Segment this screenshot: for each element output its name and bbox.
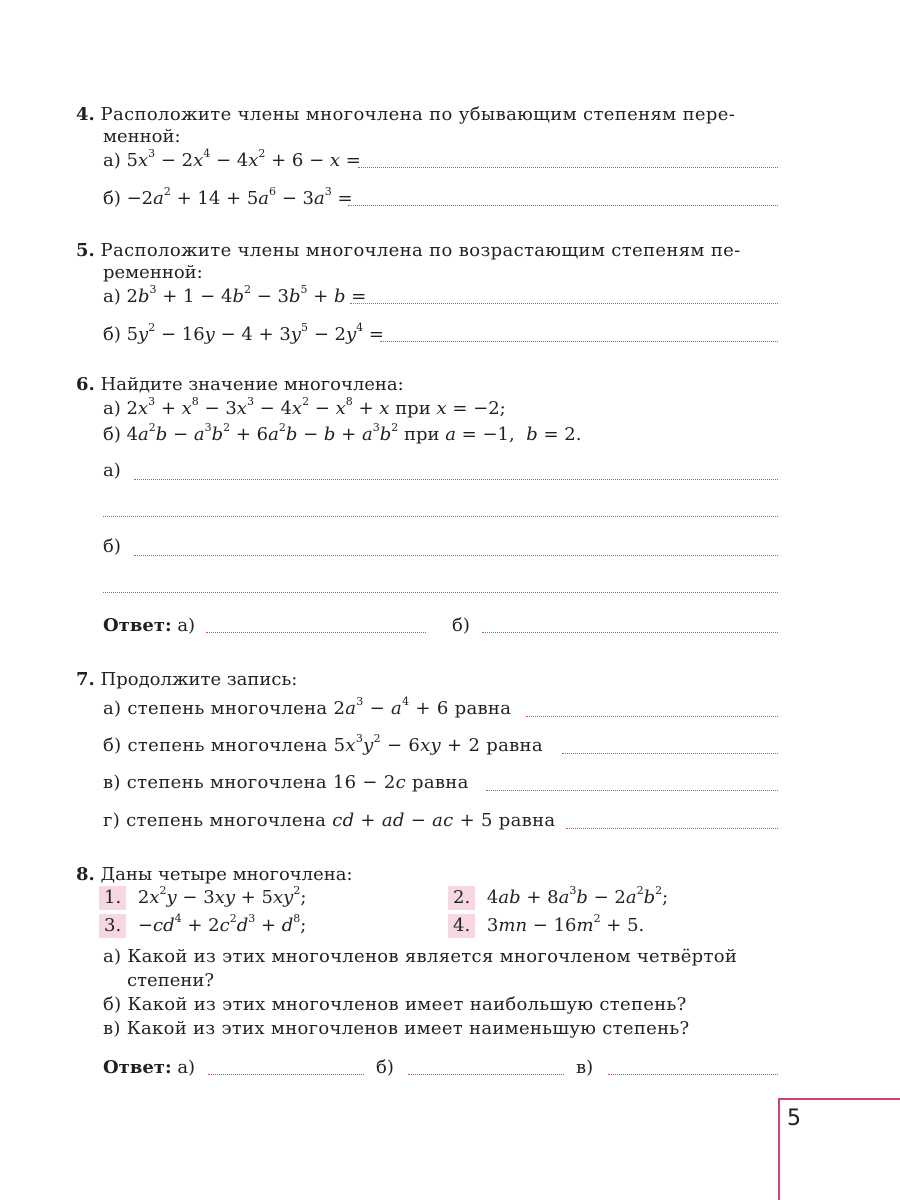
- answer-label: Ответ:: [103, 615, 172, 636]
- answer-line[interactable]: [348, 205, 778, 206]
- task-text-cont: менной:: [103, 126, 181, 147]
- task-number: 7.: [76, 669, 95, 690]
- answer-line[interactable]: [408, 1074, 564, 1075]
- task-text: Даны четыре многочлена:: [100, 864, 353, 885]
- task-8-heading: [76, 864, 353, 886]
- item-label: б): [452, 615, 470, 636]
- page-number: 5: [787, 1106, 801, 1131]
- answer-line[interactable]: [350, 303, 778, 304]
- task-4-b: [103, 185, 353, 210]
- answer-line[interactable]: [103, 516, 778, 517]
- item-label: б): [103, 188, 121, 209]
- answer-line[interactable]: [208, 1074, 364, 1075]
- item-label: а): [177, 615, 196, 636]
- task-text: Найдите значение многочлена:: [100, 374, 404, 395]
- task-text: Расположите члены многочлена по возрастающим степеням пе-: [100, 240, 741, 261]
- equals-word: равна: [454, 698, 512, 719]
- item-label: б): [103, 324, 121, 345]
- task-6-a-condition: [103, 395, 506, 420]
- work-label-a: а): [103, 460, 121, 481]
- task-text: Расположите члены многочлена по убывающим степеням пере-: [100, 104, 736, 125]
- question-c: в) Какой из этих многочленов имеет наименьшую степень?: [103, 1018, 690, 1039]
- item-number-badge: 1.: [99, 886, 126, 910]
- formula: $4ab + 8a^3b - 2a^2b^2$;: [486, 884, 669, 908]
- item-number-badge: 4.: [448, 914, 475, 938]
- item-number-badge: 3.: [99, 914, 126, 938]
- answer-line[interactable]: [562, 753, 778, 754]
- polynomial-4: [448, 914, 644, 938]
- task-number: 8.: [76, 864, 95, 885]
- task-number: 4.: [76, 104, 95, 125]
- task-5-b: [103, 321, 384, 346]
- answer-line[interactable]: [608, 1074, 778, 1075]
- answer-line[interactable]: [526, 716, 778, 717]
- polynomial-2: [448, 886, 668, 910]
- formula: $2x^2y - 3xy + 5xy^2$;: [137, 884, 307, 908]
- formula: $2b^3 + 1 - 4b^2 - 3b^5 + b$ =: [126, 283, 367, 307]
- item-label: а): [103, 286, 121, 307]
- item-text: в) степень многочлена: [103, 772, 327, 793]
- answer-line[interactable]: [206, 632, 426, 633]
- task-4-heading: [76, 104, 735, 126]
- polynomial-3: [99, 914, 306, 938]
- item-label: а): [177, 1057, 196, 1078]
- formula: $5x^3y^2 - 6xy + 2$: [333, 732, 481, 756]
- answer-line[interactable]: [134, 479, 778, 480]
- formula: $-2a^2 + 14 + 5a^6 - 3a^3$ =: [126, 185, 353, 209]
- item-number-badge: 2.: [448, 886, 475, 910]
- task-5-heading: [76, 240, 741, 262]
- formula: $3mn - 16m^2 + 5$.: [486, 912, 645, 936]
- item-label: а): [103, 398, 121, 419]
- task-number: 6.: [76, 374, 95, 395]
- formula: $2x^3 + x^8 - 3x^3 - 4x^2 - x^8 + x$: [126, 395, 390, 419]
- question-a-cont: степени?: [127, 970, 214, 991]
- answer-line[interactable]: [482, 632, 778, 633]
- condition: a = −1, b = 2.: [445, 424, 582, 445]
- formula: 16 − 2c: [332, 772, 406, 793]
- polynomial-1: [99, 886, 306, 910]
- task-7-heading: [76, 669, 297, 691]
- item-label: б): [103, 424, 121, 445]
- task-7-b: [103, 732, 543, 757]
- item-label: в): [576, 1057, 594, 1078]
- formula: $4a^2b - a^3b^2 + 6a^2b - b + a^3b^2$: [126, 421, 399, 445]
- formula: $-cd^4 + 2c^2d^3 + d^8$;: [137, 912, 307, 936]
- task-6-b-condition: [103, 421, 582, 446]
- task-7-a: [103, 695, 512, 720]
- answer-line[interactable]: [486, 790, 778, 791]
- task-4-a: [103, 147, 361, 172]
- answer-line[interactable]: [134, 555, 778, 556]
- task-text: Продолжите запись:: [100, 669, 298, 690]
- formula: $5x^3 - 2x^4 - 4x^2 + 6 - x$ =: [126, 147, 361, 171]
- task-text-cont: ременной:: [103, 262, 203, 283]
- item-label: б): [376, 1057, 394, 1078]
- task-7-d: [103, 810, 555, 832]
- equals-word: равна: [486, 735, 543, 756]
- work-label-b: б): [103, 536, 121, 557]
- task-6-heading: [76, 374, 404, 396]
- item-text: а) степень многочлена: [103, 698, 328, 719]
- formula: cd + ad − ac + 5: [332, 810, 493, 831]
- answer-line[interactable]: [358, 167, 778, 168]
- item-text: б) степень многочлена: [103, 735, 328, 756]
- at-word: при: [403, 424, 440, 445]
- item-label: а): [103, 150, 121, 171]
- task-7-c: [103, 772, 469, 794]
- answer-row: [103, 1057, 195, 1079]
- answer-line[interactable]: [103, 592, 778, 593]
- question-a: а) Какой из этих многочленов является многочленом четвёртой: [103, 946, 738, 967]
- equals-word: равна: [412, 772, 469, 793]
- answer-line[interactable]: [566, 828, 778, 829]
- question-b: б) Какой из этих многочленов имеет наибольшую степень?: [103, 994, 687, 1015]
- answer-row: [103, 615, 195, 637]
- formula: $2a^3 - a^4 + 6$: [333, 695, 449, 719]
- answer-label: Ответ:: [103, 1057, 172, 1078]
- answer-line[interactable]: [380, 341, 778, 342]
- condition: x = −2;: [436, 398, 506, 419]
- equals-word: равна: [498, 810, 556, 831]
- at-word: при: [395, 398, 431, 419]
- task-5-a: [103, 283, 367, 308]
- task-number: 5.: [76, 240, 95, 261]
- item-text: г) степень многочлена: [103, 810, 327, 831]
- formula: $5y^2 - 16y - 4 + 3y^5 - 2y^4$ =: [126, 321, 384, 345]
